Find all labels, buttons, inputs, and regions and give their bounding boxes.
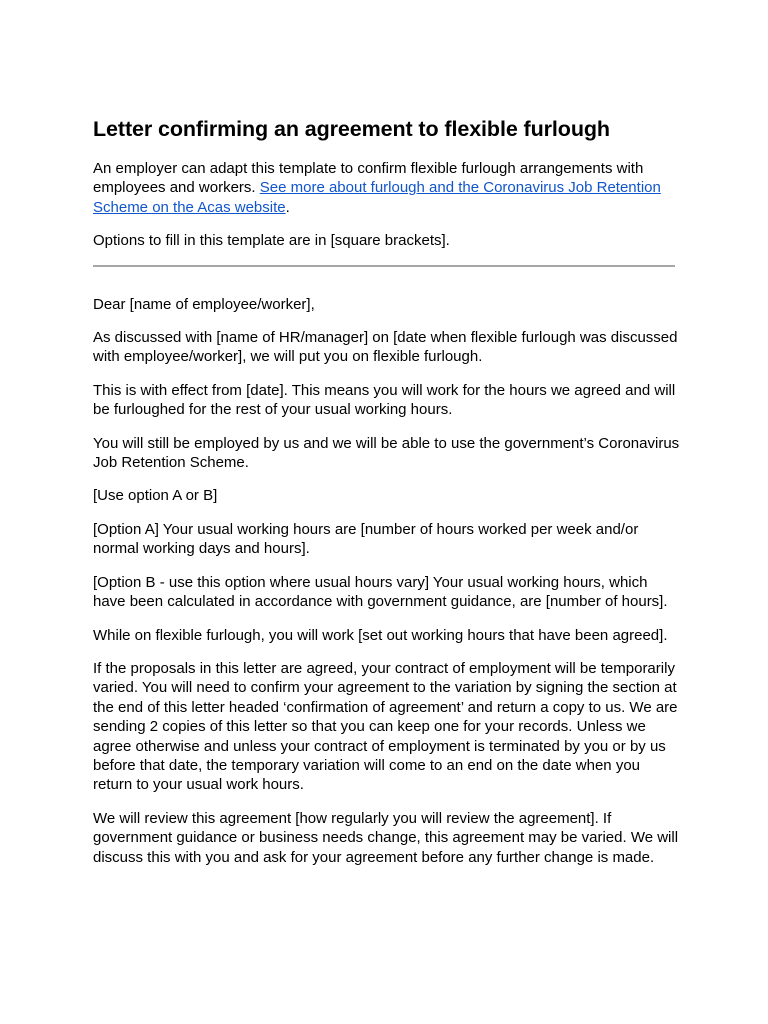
letter-paragraph: This is with effect from [date]. This means you will work for the hours we agreed and will be furloughed for the rest of your usual working hours. bbox=[93, 381, 676, 419]
intro-text: An employer can adapt this template to confirm flexible furlough arrangements with employees and workers. bbox=[93, 160, 644, 197]
letter-paragraph: We will review this agreement [how regularly you will review the agreement]. If government guidance or business needs change, this agreement may be varied. We will discuss this with you and ask for your agreement before any further change is made. bbox=[93, 809, 679, 866]
letter-paragraph: [Use option A or B] bbox=[93, 487, 218, 505]
intro-after-link: . bbox=[285, 198, 290, 216]
section-divider bbox=[93, 265, 675, 267]
letter-salutation: Dear [name of employee/worker], bbox=[93, 295, 315, 313]
document-title: Letter confirming an agreement to flexible furlough bbox=[93, 117, 610, 141]
letter-paragraph: You will still be employed by us and we will be able to use the government’s Coronavirus Job Retention Scheme. bbox=[93, 434, 680, 472]
letter-paragraph: [Option B - use this option where usual hours vary] Your usual working hours, which have been calculated in accordance with government guidance, are [number of hours]. bbox=[93, 573, 668, 611]
options-note: Options to fill in this template are in [square brackets]. bbox=[93, 232, 450, 250]
document-body bbox=[93, 116, 683, 881]
letter-paragraph: If the proposals in this letter are agreed, your contract of employment will be temporarily varied. You will need to confirm your agreement to the variation by signing the section at the end of this letter headed ‘confirmation of agreement’ and return a copy to us. We are sending 2 copies of this letter so that you can keep one for your records. Unless we agree otherwise and unless your contract of employment is terminated by you or by us before that date, the temporary variation will come to an end on the date when you return to your usual work hours. bbox=[93, 659, 678, 794]
acas-furlough-link[interactable]: See more about furlough and the Coronavirus Job Retention Scheme on the Acas website bbox=[93, 179, 661, 216]
intro-paragraph bbox=[93, 159, 683, 217]
letter-paragraph: As discussed with [name of HR/manager] on [date when flexible furlough was discussed with employee/worker], we will put you on flexible furlough. bbox=[93, 329, 678, 366]
letter-paragraph: While on flexible furlough, you will work [set out working hours that have been agreed]. bbox=[93, 626, 668, 644]
letter-paragraph: [Option A] Your usual working hours are [number of hours worked per week and/or normal working days and hours]. bbox=[93, 520, 639, 558]
